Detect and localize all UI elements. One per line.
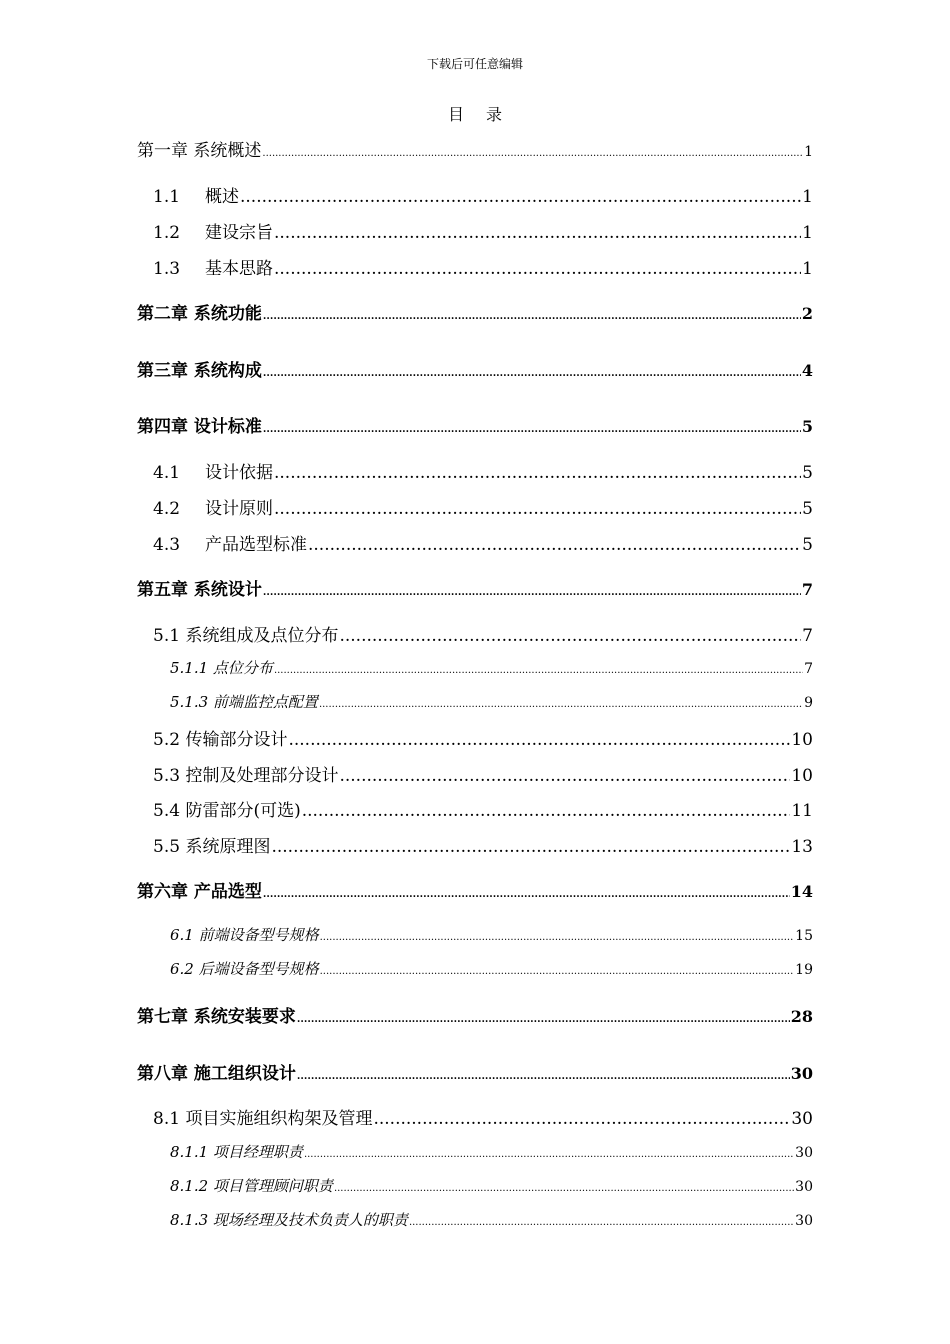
toc-entry-label: 第二章 系统功能 [137,304,262,324]
toc-entry-label: 5.5 系统原理图 [153,837,271,857]
toc-entry-label: 设计原则 [205,499,273,519]
toc-leader-dots [288,730,790,750]
toc-leader-dots [274,259,801,279]
toc-page-number: 9 [804,695,813,711]
toc-entry-label: 第四章 设计标准 [137,417,262,437]
toc-leader-dots [373,1109,790,1129]
toc-page-number: 30 [791,1109,813,1129]
toc-leader-dots [263,311,801,322]
toc-section-5-1[interactable] [153,621,813,646]
toc-page-number: 30 [795,1213,813,1229]
toc-entry-label: 6.1 前端设备型号规格 [170,926,319,944]
toc-leader-dots [271,837,790,857]
toc-leader-dots [308,535,801,555]
toc-page-number: 15 [795,928,813,944]
toc-entry-label: 建设宗旨 [205,223,273,243]
toc-leader-dots [339,766,790,786]
toc-entry-label: 5.2 传输部分设计 [153,730,288,750]
toc-title-char-1: 目 [447,105,464,124]
toc-page-number: 7 [802,626,813,646]
toc-page-number: 19 [795,962,813,978]
toc-section-number: 4.3 [153,535,181,555]
toc-leader-dots [319,699,803,710]
toc-page-number: 28 [790,1007,813,1026]
toc-entry-label: 第八章 施工组织设计 [137,1064,296,1084]
toc-subsection-8-1-3[interactable] [170,1209,813,1230]
toc-subsection-5-1-3[interactable] [170,691,813,712]
toc-entry-label: 5.1.3 前端监控点配置 [170,693,318,711]
toc-page-number: 7 [801,580,813,599]
toc-leader-dots [274,665,803,676]
toc-page-number: 10 [791,730,813,750]
toc-page-number: 30 [795,1145,813,1161]
toc-subsection-6-2[interactable] [170,958,813,979]
toc-entry-label: 8.1.2 项目管理顾问职责 [170,1177,333,1195]
toc-leader-dots [302,801,791,821]
toc-chapter-2[interactable] [137,299,813,324]
toc-entry-label: 第三章 系统构成 [137,361,262,381]
toc-page-number: 1 [802,187,813,207]
toc-title-char-2: 录 [486,105,503,124]
toc-entry-label: 第五章 系统设计 [137,580,262,600]
toc-leader-dots [263,368,801,379]
toc-section-5-2[interactable] [153,725,813,750]
toc-page-number: 2 [801,304,813,323]
toc-leader-dots [334,1183,794,1194]
toc-page-number: 30 [790,1064,813,1083]
toc-leader-dots [339,626,801,646]
toc-page-number: 1 [802,259,813,279]
toc-section-number: 4.1 [153,463,181,483]
toc-leader-dots [297,1071,790,1082]
toc-page-number: 5 [801,417,813,436]
toc-entry-label: 概述 [205,187,239,207]
toc-entry-label: 产品选型标准 [205,535,307,555]
toc-chapter-8[interactable] [137,1059,813,1084]
toc-page-number: 1 [802,223,813,243]
toc-entry-label: 基本思路 [205,259,273,279]
toc-chapter-4[interactable] [137,412,813,437]
toc-chapter-1[interactable] [137,136,813,161]
toc-page-number: 11 [791,801,813,821]
toc-subsection-5-1-1[interactable] [170,657,813,678]
toc-section-5-4[interactable] [153,796,813,821]
toc-entry-label: 6.2 后端设备型号规格 [170,960,319,978]
toc-leader-dots [263,587,801,598]
toc-subsection-8-1-2[interactable] [170,1175,813,1196]
toc-entry-label: 8.1.1 项目经理职责 [170,1143,303,1161]
toc-section-1-3[interactable] [153,254,813,279]
toc-section-number: 1.2 [153,223,181,243]
toc-entry-label: 第六章 产品选型 [137,882,262,902]
toc-subsection-8-1-1[interactable] [170,1141,813,1162]
toc-chapter-3[interactable] [137,356,813,381]
toc-leader-dots [409,1217,794,1228]
toc-page-number: 5 [802,535,813,555]
toc-section-5-5[interactable] [153,832,813,857]
toc-leader-dots [263,424,801,435]
toc-entry-label: 第一章 系统概述 [137,141,262,161]
toc-entry-label: 5.1 系统组成及点位分布 [153,626,339,646]
toc-leader-dots [320,932,795,943]
toc-chapter-5[interactable] [137,575,813,600]
toc-entry-label: 8.1.3 现场经理及技术负责人的职责 [170,1211,408,1229]
toc-section-4-1[interactable] [153,458,813,483]
toc-entry-label: 8.1 项目实施组织构架及管理 [153,1109,373,1129]
toc-page-number: 1 [804,144,813,160]
toc-section-number: 4.2 [153,499,181,519]
toc-section-4-3[interactable] [153,530,813,555]
toc-section-5-3[interactable] [153,761,813,786]
toc-page-number: 10 [791,766,813,786]
toc-page-number: 7 [804,661,813,677]
toc-leader-dots [240,187,801,207]
toc-section-8-1[interactable] [153,1104,813,1129]
toc-entry-label: 第七章 系统安装要求 [137,1007,296,1027]
toc-page-number: 30 [795,1179,813,1195]
toc-section-number: 1.3 [153,259,181,279]
toc-leader-dots [304,1149,794,1160]
toc-leader-dots [262,148,803,159]
page-header: 下载后可任意编辑 [426,57,523,71]
toc-entry-label: 5.1.1 点位分布 [170,659,273,677]
toc-entry-label: 5.3 控制及处理部分设计 [153,766,339,786]
toc-leader-dots [274,223,801,243]
toc-section-4-2[interactable] [153,494,813,519]
toc-section-1-2[interactable] [153,218,813,243]
toc-chapter-6[interactable] [137,877,813,902]
toc-subsection-6-1[interactable] [170,924,813,945]
toc-page-number: 4 [801,361,813,380]
toc-page-number: 5 [802,499,813,519]
toc-section-number: 1.1 [153,187,181,207]
toc-leader-dots [274,499,801,519]
toc-leader-dots [320,966,795,977]
toc-page-number: 13 [791,837,813,857]
toc-leader-dots [263,889,790,900]
toc-entry-label: 5.4 防雷部分(可选) [153,801,301,821]
toc-page-number: 5 [802,463,813,483]
toc-chapter-7[interactable] [137,1002,813,1027]
toc-entry-label: 设计依据 [205,463,273,483]
toc-leader-dots [297,1014,790,1025]
toc-leader-dots [274,463,801,483]
toc-title [0,102,950,125]
toc-page-number: 14 [790,882,813,901]
toc-section-1-1[interactable] [153,182,813,207]
